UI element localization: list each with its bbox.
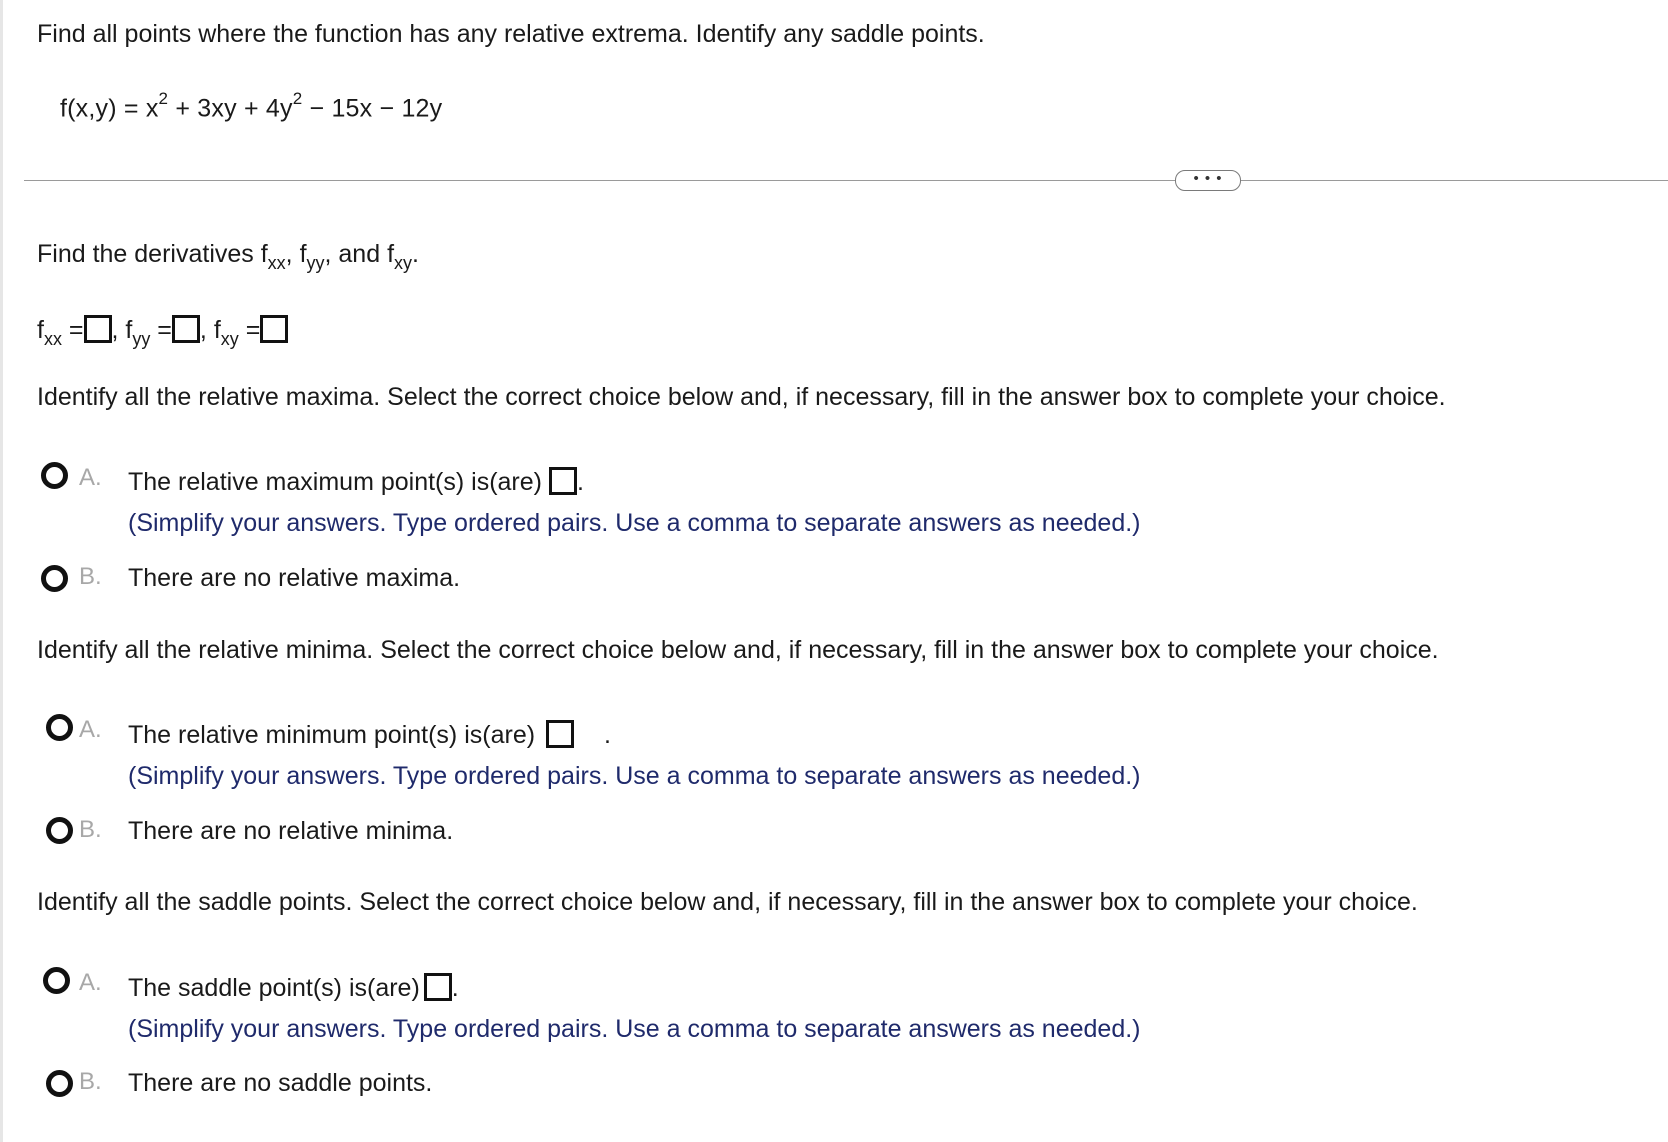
minima-choice-b-text: There are no relative minima. [128,817,454,845]
saddle-choice-a-text: The saddle point(s) is(are) [128,974,420,1002]
comma: , [111,316,119,344]
maxima-choice-b-text: There are no relative maxima. [128,564,461,592]
minima-choice-a-letter: A. [79,716,102,743]
minima-answer-box[interactable] [546,720,574,748]
saddle-choice-b-radio[interactable] [46,1070,73,1097]
maxima-choice-b-letter: B. [79,563,102,590]
saddle-choice-a-end: . [451,974,459,1002]
saddle-choice-a-radio[interactable] [43,967,70,994]
maxima-choice-a-letter: A. [79,464,102,491]
subscript-yy: yy [306,253,325,273]
maxima-choice-a-text: The relative maximum point(s) is(are) [128,468,542,496]
derivatives-prompt [37,240,419,273]
subscript-xx: xx [267,253,286,273]
minima-prompt: Identify all the relative minima. Select the correct choice below and, if necessary, fill in the answer box to complete your choice. [37,636,1439,664]
derivatives-prompt-end: . [412,240,419,268]
maxima-choice-b-radio[interactable] [41,565,68,592]
saddle-prompt: Identify all the saddle points. Select the correct choice below and, if necessary, fill in the answer box to complete your choice. [37,888,1418,916]
comma: , [199,316,207,344]
maxima-hint: (Simplify your answers. Type ordered pairs. Use a comma to separate answers as needed.) [128,509,1141,537]
fxx-answer-box[interactable] [84,315,112,343]
function-expression [60,89,443,123]
question-prompt: Find all points where the function has any relative extrema. Identify any saddle points. [37,20,985,48]
label-eq: = [150,316,172,344]
minima-choice-a [128,721,611,750]
label-f: f [125,316,133,344]
left-border [0,0,3,1142]
fxy-answer-box[interactable] [260,315,288,343]
function-exponent-2: 2 [292,89,303,108]
maxima-prompt: Identify all the relative maxima. Select the correct choice below and, if necessary, fill in the answer box to complete your choice. [37,383,1446,411]
fyy-answer-box[interactable] [172,315,200,343]
maxima-choice-a-radio[interactable] [41,462,68,489]
label-f: f [37,316,44,344]
saddle-hint: (Simplify your answers. Type ordered pairs. Use a comma to separate answers as needed.) [128,1015,1141,1043]
saddle-choice-a [128,974,459,1003]
maxima-answer-box[interactable] [549,467,577,495]
label-eq: = [61,316,84,344]
derivatives-sep-2: , and f [324,240,395,268]
more-options-button[interactable]: • • • [1175,170,1241,191]
derivatives-sep-1: , f [285,240,307,268]
label-f: f [213,316,221,344]
saddle-choice-a-letter: A. [79,969,102,996]
function-mid: + 3xy + 4y [168,94,293,123]
minima-hint: (Simplify your answers. Type ordered pairs. Use a comma to separate answers as needed.) [128,762,1141,790]
subscript-xy: xy [394,253,413,273]
saddle-choice-b-letter: B. [79,1068,102,1095]
derivatives-prompt-start: Find the derivatives f [37,240,268,268]
maxima-choice-a-end: . [576,468,584,496]
function-rhs: − 15x − 12y [302,94,443,123]
minima-choice-a-text: The relative minimum point(s) is(are) [128,721,536,749]
saddle-answer-box[interactable] [424,973,452,1001]
minima-choice-a-end: . [604,721,611,749]
section-divider [24,180,1668,181]
minima-choice-b-letter: B. [79,816,102,843]
label-sub-xx: xx [43,329,62,349]
label-sub-xy: xy [220,329,239,349]
function-lhs: f(x,y) = x [60,94,159,123]
saddle-choice-b-text: There are no saddle points. [128,1069,433,1097]
derivatives-answer-row [37,316,288,349]
label-eq: = [238,316,261,344]
minima-choice-a-radio[interactable] [46,714,73,741]
label-sub-yy: yy [132,329,151,349]
minima-choice-b-radio[interactable] [46,817,73,844]
maxima-choice-a [128,468,584,497]
function-exponent-1: 2 [158,89,169,108]
